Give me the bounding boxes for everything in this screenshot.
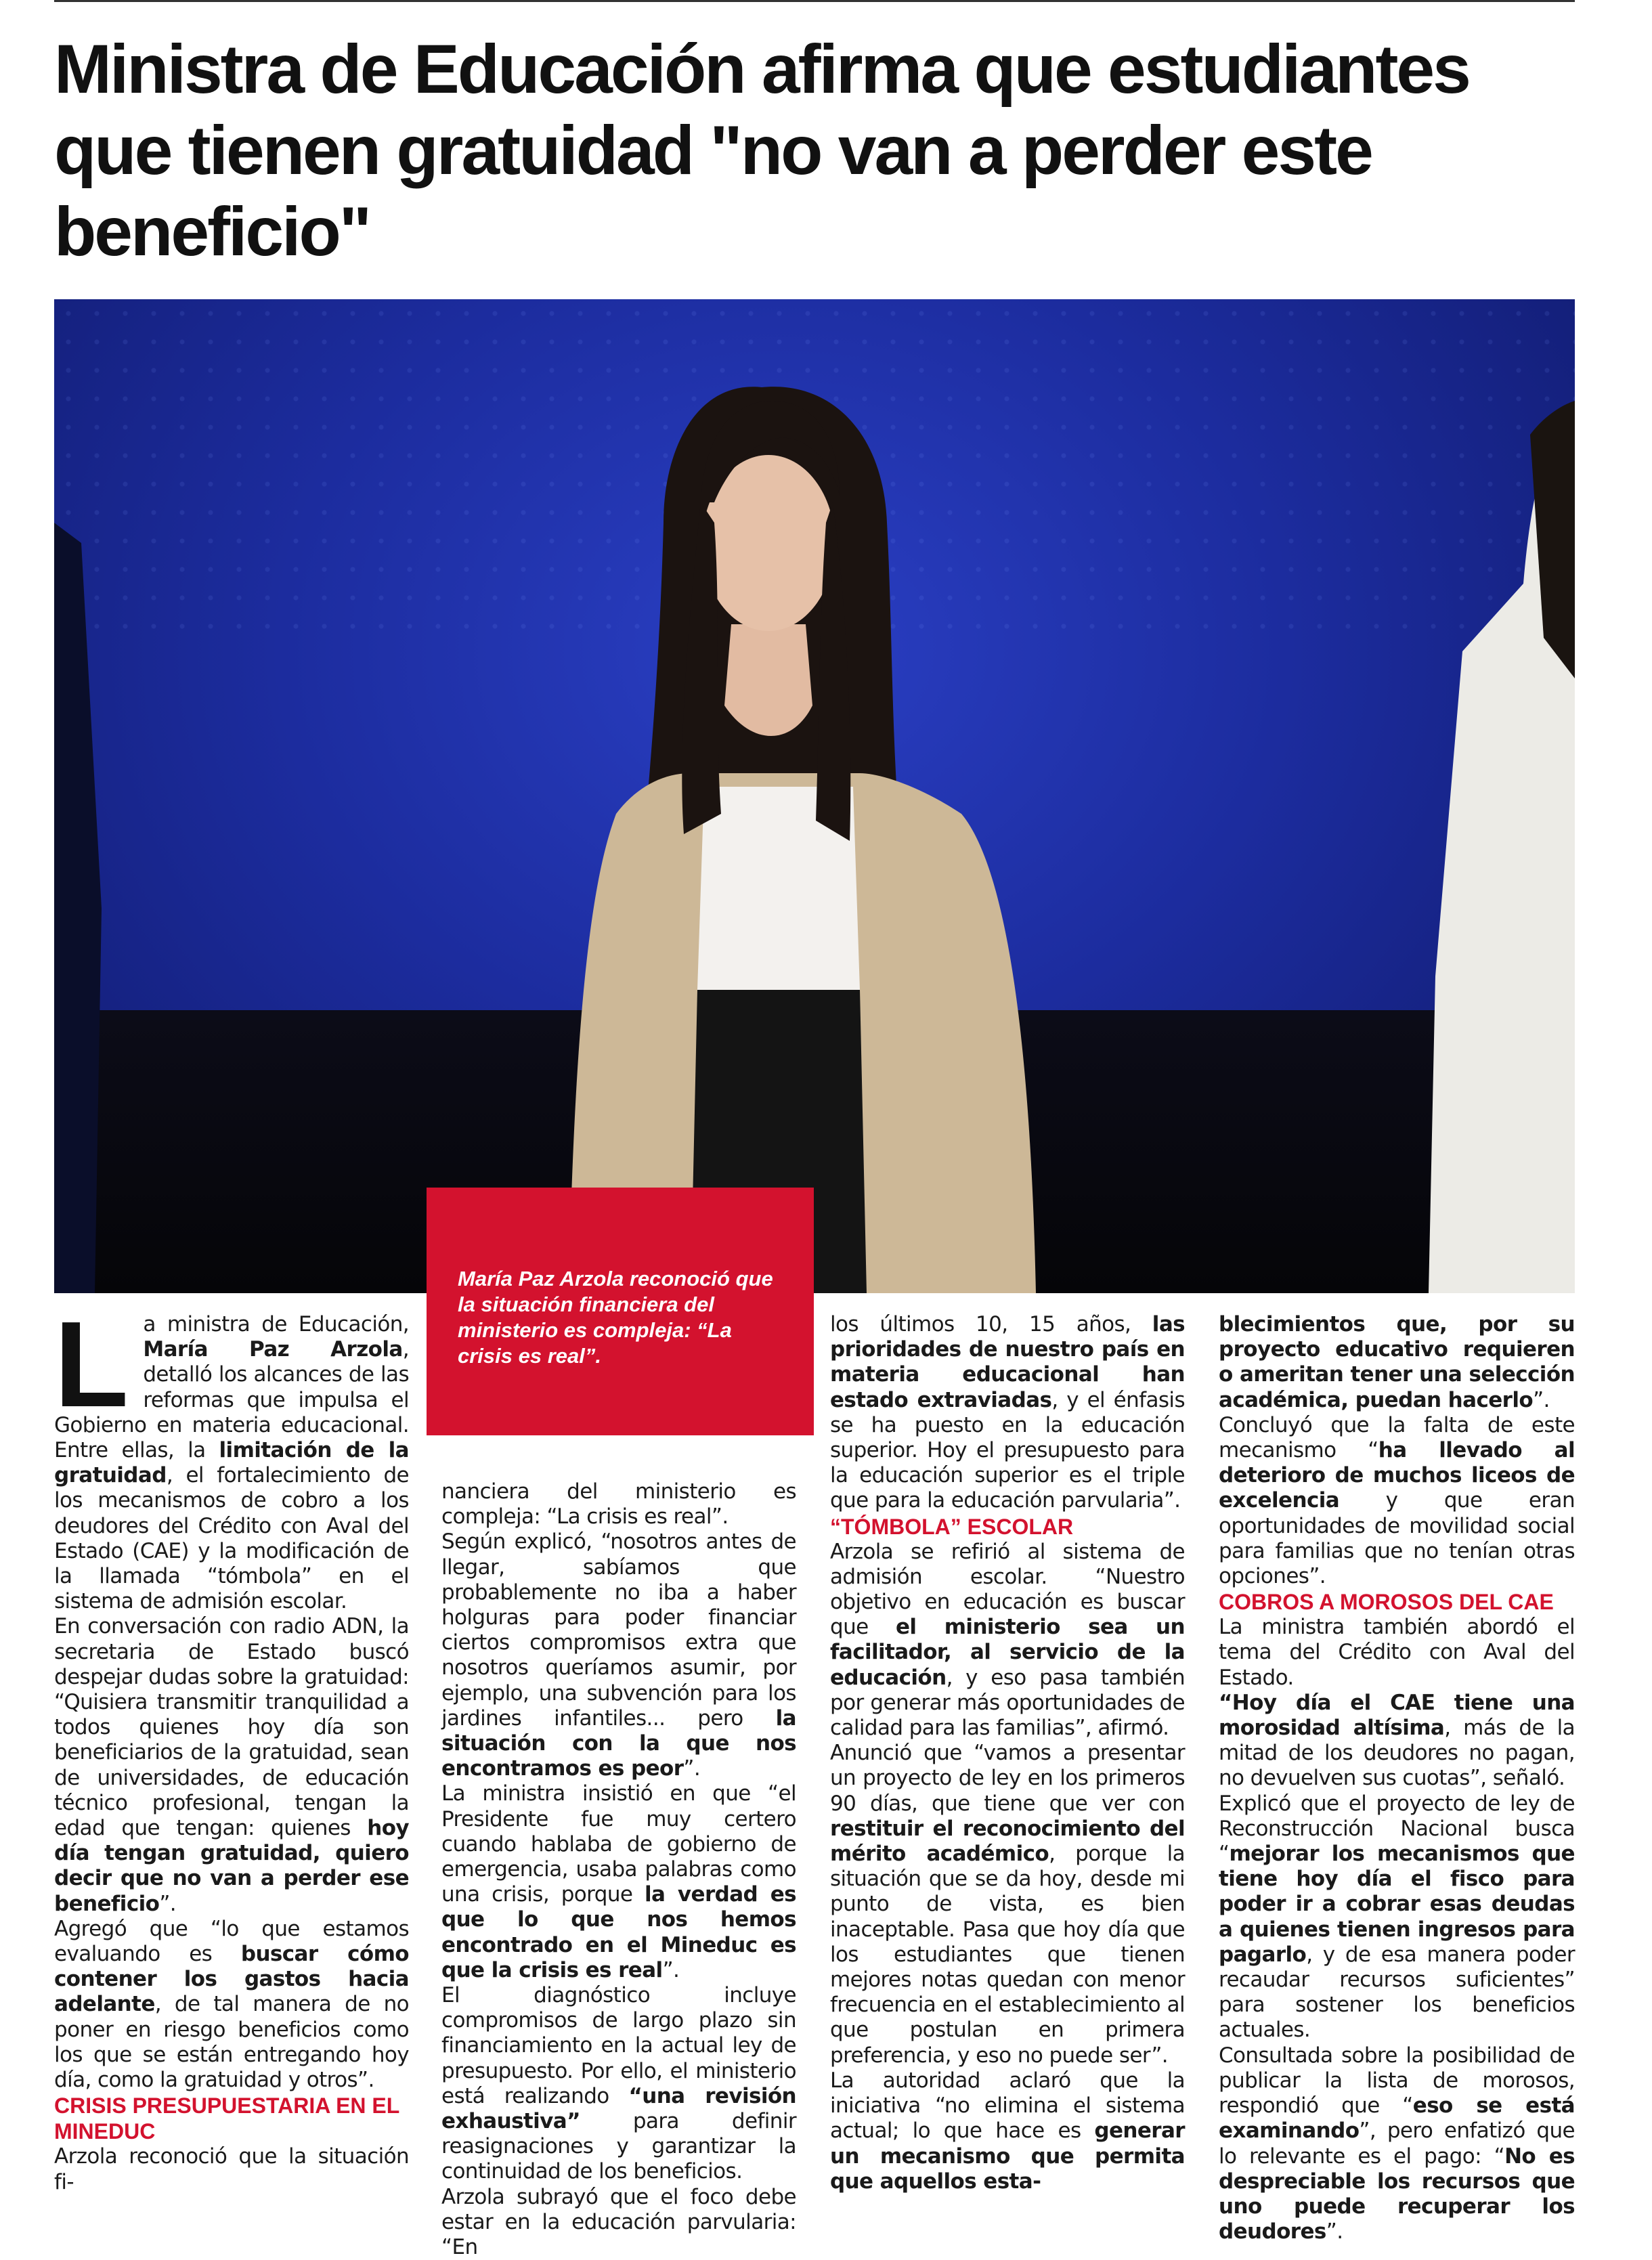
paragraph: Anunció que “vamos a presentar un proyecto de ley en los primeros 90 días, que tiene que ver con restituir el reconocimiento del mérito académico, porque la situación que se da hoy, desde mi punto de vista, es bien inaceptable. Pasa que hoy día que los estudiantes que tienen mejores notas quedan con menor frecuencia en el establecimiento al que postulan en primera preferencia, y eso no puede ser”.: [830, 1741, 1185, 2068]
paragraph: La autoridad aclaró que la iniciativa “no elimina el sistema actual; lo que hace es generar un mecanismo que permita que aquellos esta-: [830, 2068, 1185, 2194]
paragraph: “Hoy día el CAE tiene una morosidad altísima, más de la mitad de los deudores no pagan, no devuelven sus cuotas”, señaló.: [1219, 1690, 1575, 1791]
paragraph: a ministra de Educación, María Paz Arzola, detalló los alcances de las reformas que impulsa el Gobierno en materia educacional. Entre ellas, la limitación de la gratuidad, el fortalecimiento de los mecanismos de cobro a los deudores del Crédito con Aval del Estado (CAE) y la modificación de la llamada “tómbola” en el sistema de admisión escolar.: [54, 1312, 409, 1614]
top-rule: [54, 0, 1575, 2]
news-photo: [54, 299, 1575, 1293]
headline: Ministra de Educación afirma que estudiantes que tienen gratuidad "no van a perder este beneficio": [54, 30, 1469, 270]
paragraph: Arzola se refirió al sistema de admisión escolar. “Nuestro objetivo en educación es buscar que el ministerio sea un facilitador, al servicio de la educación, y eso pasa también por generar más oportunidades de calidad para las familias”, afirmó.: [830, 1539, 1185, 1741]
paragraph: Arzola reconoció que la situación fi-: [54, 2144, 409, 2194]
subheading: COBROS A MOROSOS DEL CAE: [1219, 1590, 1554, 1615]
paragraph: Arzola subrayó que el foco debe estar en la educación parvularia: “En: [441, 2184, 796, 2260]
column-2: [441, 1479, 796, 2260]
minister-figure: [54, 299, 1575, 1293]
paragraph: La ministra insistió en que “el Presidente fue muy certero cuando hablaba de gobierno de emergencia, usaba palabras como una crisis, porque la verdad es que lo que nos hemos encontrado en el Mineduc es que la crisis es real”.: [441, 1781, 796, 1982]
paragraph: La ministra también abordó el tema del Crédito con Aval del Estado.: [1219, 1615, 1575, 1690]
column-3: [830, 1312, 1185, 2194]
column-4: [1219, 1312, 1575, 2244]
paragraph: Consultada sobre la posibilidad de publicar la lista de morosos, respondió que “eso se está examinando”, pero enfatizó que lo relevante es el pago: “No es despreciable los recursos que uno puede recuperar los deudores”.: [1219, 2043, 1575, 2244]
paragraph: El diagnóstico incluye compromisos de largo plazo sin financiamiento en la actual ley de presupuesto. Por ello, el ministerio está realizando “una revisión exhaustiva” para definir reasignaciones y garantizar la continuidad de los beneficios.: [441, 1983, 797, 2184]
column-1: [54, 1297, 409, 2195]
paragraph: los últimos 10, 15 años, las prioridades de nuestro país en materia educacional han estado extraviadas, y el énfasis se ha puesto en la educación superior. Hoy el presupuesto para la educación superior es el triple que para la educación parvularia”.: [830, 1312, 1185, 1513]
drop-cap: L: [54, 1297, 129, 1433]
paragraph: blecimientos que, por su proyecto educativo requieren o ameritan tener una selección académica, puedan hacerlo”.: [1219, 1312, 1575, 1412]
paragraph: En conversación con radio ADN, la secretaria de Estado buscó despejar dudas sobre la gratuidad: “Quisiera transmitir tranquilidad a todos quienes hoy día son beneficiarios de la gratuidad, sean de universidades, de educación técnico profesional, tengan la edad que tengan: quienes hoy día tengan gratuidad, quiero decir que no van a perder ese beneficio”.: [54, 1614, 409, 1916]
subheading: “TÓMBOLA” ESCOLAR: [830, 1514, 1074, 1539]
paragraph: Agregó que “lo que estamos evaluando es buscar cómo contener los gastos hacia adelante, de tal manera de no poner en riesgo beneficios como los que se están entregando hoy día, como la gratuidad y otros”.: [54, 1916, 409, 2093]
paragraph: Concluyó que la falta de este mecanismo “ha llevado al deterioro de muchos liceos de excelencia y que eran oportunidades de movilidad social para familias que no tenían otras opciones”.: [1219, 1412, 1575, 1589]
paragraph: Explicó que el proyecto de ley de Reconstrucción Nacional busca “mejorar los mecanismos que tiene hoy día el fisco para poder ir a cobrar esas deudas a quienes tienen ingresos para pagarlo, y de esa manera poder recaudar recursos suficientes” para sostener los beneficios actuales.: [1219, 1791, 1575, 2043]
photo-caption: María Paz Arzola reconoció que la situación financiera del ministerio es compleja: “La crisis es real”.: [427, 1188, 814, 1435]
paragraph: Según explicó, “nosotros antes de llegar, sabíamos que probablemente no iba a haber holguras para poder financiar ciertos compromisos extra que nosotros queríamos asumir, por ejemplo, una subvención para los jardines infantiles... pero la situación con la que nos encontramos es peor”.: [441, 1529, 796, 1781]
paragraph: nanciera del ministerio es compleja: “La crisis es real”.: [441, 1479, 796, 1529]
subheading: CRISIS PRESUPUESTARIA EN EL MINEDUC: [54, 2093, 399, 2144]
